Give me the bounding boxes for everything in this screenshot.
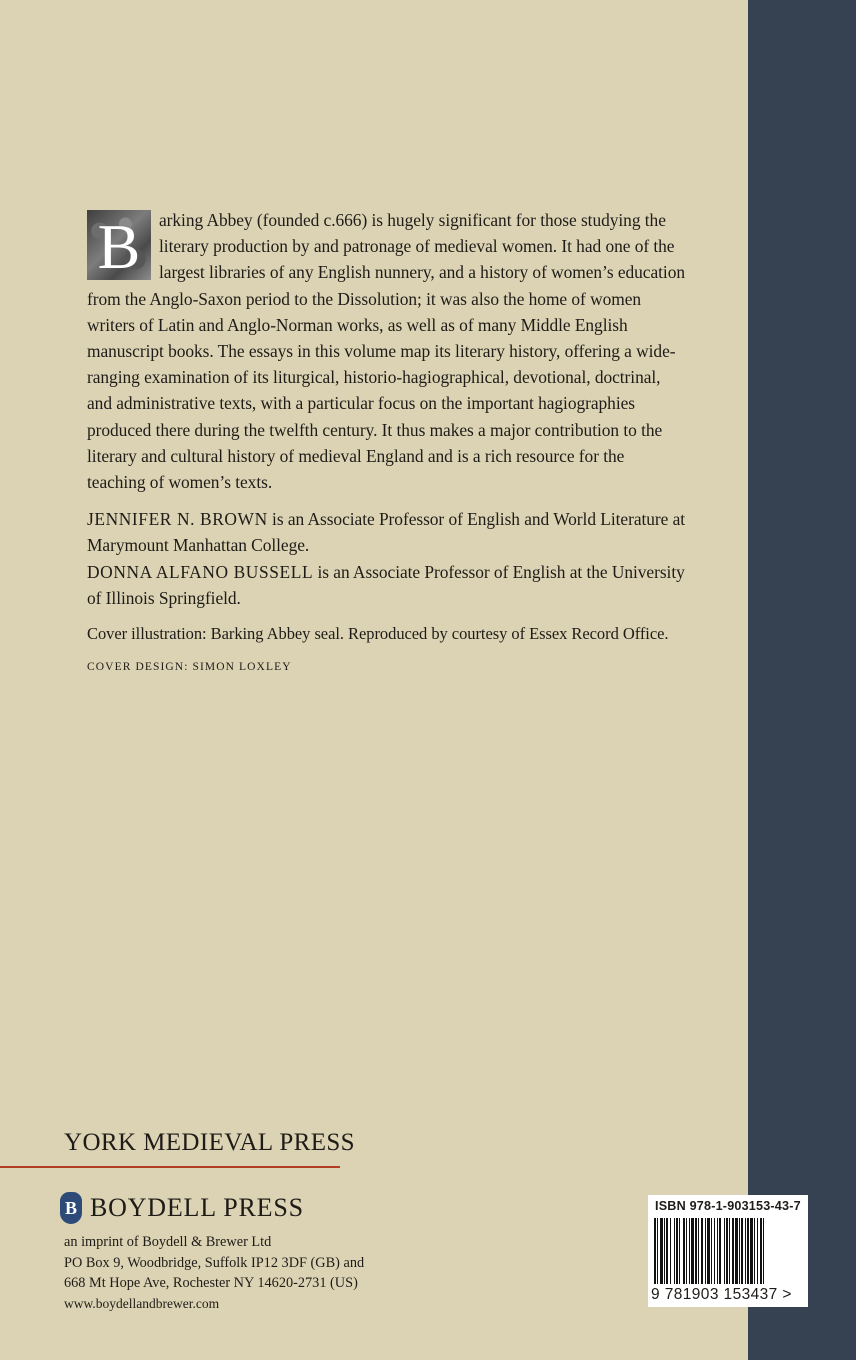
publisher-website: www.boydellandbrewer.com	[64, 1296, 220, 1311]
publisher-name: BOYDELL PRESS	[90, 1193, 304, 1222]
barcode-bar	[735, 1218, 738, 1284]
barcode	[648, 1195, 808, 1307]
barcode-bar	[666, 1218, 668, 1284]
barcode-bar	[719, 1218, 721, 1284]
barcode-bar	[676, 1218, 678, 1284]
barcode-bar	[729, 1218, 730, 1284]
address-gb: PO Box 9, Woodbridge, Suffolk IP12 3DF (GB) and	[64, 1254, 365, 1271]
barcode-bar	[686, 1218, 687, 1284]
barcode-bar	[664, 1218, 665, 1284]
barcode-digits: 9 781903 153437 >	[651, 1286, 792, 1303]
barcode-bar	[654, 1218, 656, 1284]
barcode-bar	[695, 1218, 697, 1284]
barcode-bar	[660, 1218, 663, 1284]
dropcap-seal-image	[87, 210, 151, 280]
barcode-bar	[763, 1218, 764, 1284]
barcode-bar	[691, 1218, 694, 1284]
barcode-bar	[724, 1218, 725, 1284]
cover-design-credit: COVER DESIGN: SIMON LOXLEY	[87, 661, 292, 674]
barcode-bar	[705, 1218, 706, 1284]
barcode-bar	[739, 1218, 740, 1284]
barcode-bar	[679, 1218, 680, 1284]
barcode-bar	[750, 1218, 753, 1284]
bio-name: DONNA ALFANO BUSSELL	[87, 561, 314, 582]
imprint-line: an imprint of Boydell & Brewer Ltd	[64, 1234, 272, 1250]
cover-illustration-credit: Cover illustration: Barking Abbey seal. Reproduced by courtesy of Essex Record Office.	[87, 624, 669, 644]
bio-editor-1	[87, 506, 687, 558]
barcode-bar	[747, 1218, 749, 1284]
bio-text: is an Associate Professor of English at the University of Illinois Springfield.	[87, 561, 685, 608]
barcode-bar	[741, 1218, 743, 1284]
barcode-bar	[670, 1218, 671, 1284]
boydell-logo-icon	[60, 1192, 82, 1224]
dropcap-letter: B	[97, 211, 141, 282]
publisher-address	[64, 1232, 364, 1294]
barcode-bar	[711, 1218, 712, 1284]
barcode-bar	[745, 1218, 746, 1284]
spine-band	[748, 0, 856, 1360]
barcode-bars	[654, 1218, 802, 1284]
barcode-bar	[674, 1218, 675, 1284]
barcode-bar	[707, 1218, 710, 1284]
isbn-label: ISBN 978-1-903153-43-7	[655, 1199, 801, 1213]
barcode-bar	[732, 1218, 734, 1284]
blurb	[87, 207, 687, 674]
series-title: YORK MEDIEVAL PRESS	[64, 1129, 355, 1156]
bio-name: JENNIFER N. BROWN	[87, 509, 268, 530]
barcode-bar	[701, 1218, 703, 1284]
barcode-bar	[754, 1218, 755, 1284]
barcode-bar	[657, 1218, 658, 1284]
address-us: 668 Mt Hope Ave, Rochester NY 14620-2731 (US)	[64, 1275, 358, 1291]
series-rule	[0, 1166, 340, 1168]
barcode-bar	[717, 1218, 718, 1284]
barcode-bar	[726, 1218, 728, 1284]
bio-editor-2	[87, 559, 687, 611]
barcode-bar	[689, 1218, 690, 1284]
blurb-text: arking Abbey (founded c.666) is hugely significant for those studying the literary production by and patronage of medieval women. It had one of the largest libraries of any English nunnery, and a history of women’s education from the Anglo-Saxon period to the Dissolution; it was also the home of women writers of Latin and Anglo-Norman works, as well as of many Middle English manuscript books. The essays in this volume map its literary history, offering a wide-ranging examination of its liturgical, historio-hagiographical, devotional, doctrinal, and administrative texts, with a particular focus on the important hagiographies produced there during the twelfth century. It thus makes a major contribution to the literary and cultural history of medieval England and is a rich resource for the teaching of women’s texts.	[87, 210, 686, 493]
barcode-bar	[760, 1218, 762, 1284]
barcode-bar	[683, 1218, 685, 1284]
bio-text: is an Associate Professor of English and World Literature at Marymount Manhattan College.	[87, 509, 686, 556]
barcode-bar	[698, 1218, 699, 1284]
barcode-bar	[714, 1218, 715, 1284]
logo-letter: B	[64, 1198, 77, 1218]
barcode-bar	[757, 1218, 758, 1284]
